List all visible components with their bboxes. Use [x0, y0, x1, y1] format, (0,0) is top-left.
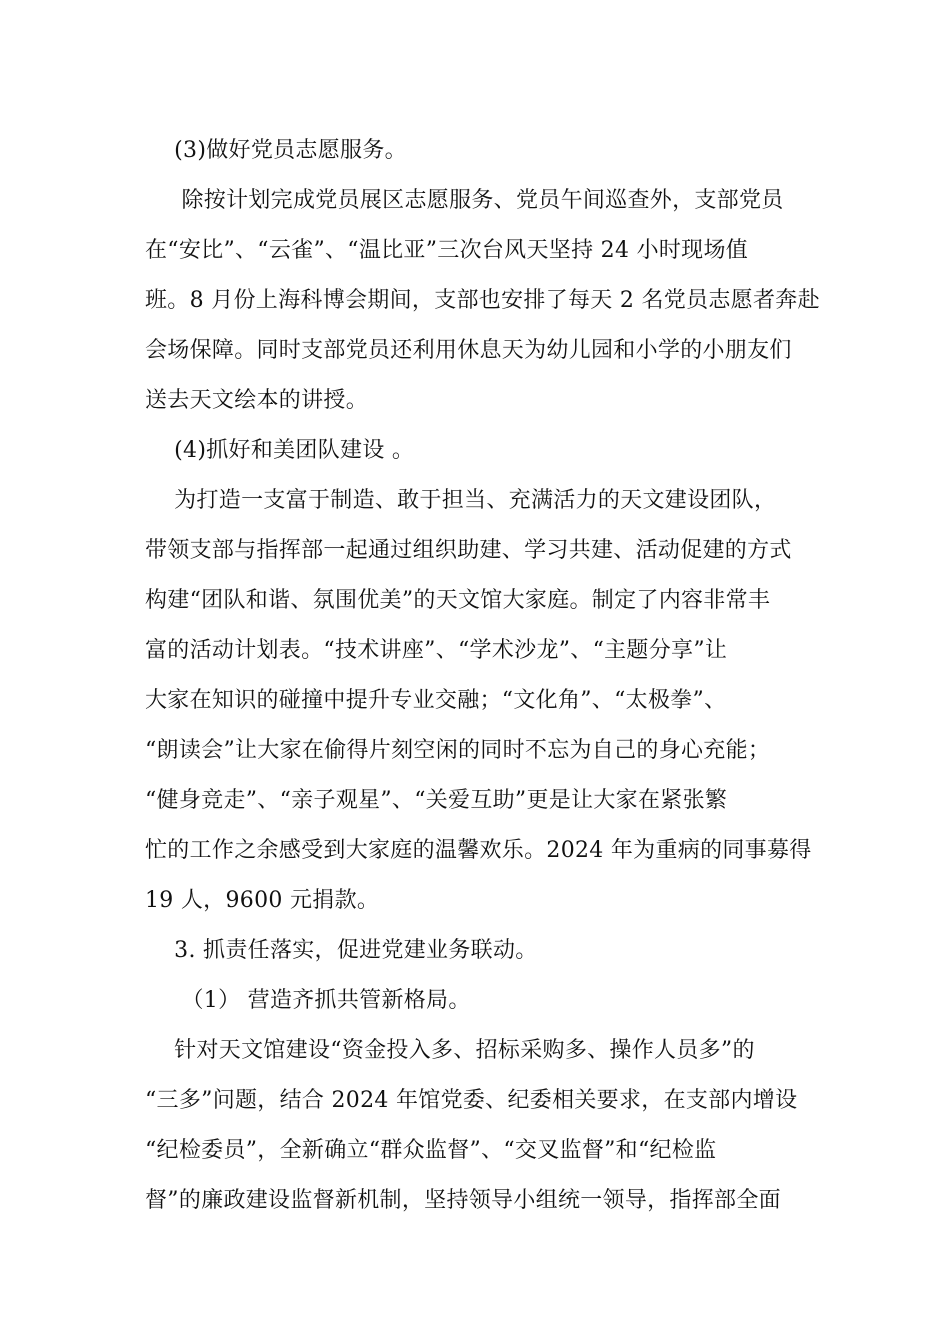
paragraph-line: 构建“团队和谐、氛围优美”的天文馆大家庭。制定了内容非常丰: [145, 588, 771, 613]
paragraph-line: 班。8 月份上海科博会期间，支部也安排了每天 2 名党员志愿者奔赴: [145, 288, 820, 313]
paragraph-line: 19 人，9600 元捐款。: [145, 888, 380, 913]
paragraph-line: 带领支部与指挥部一起通过组织助建、学习共建、活动促建的方式: [145, 538, 792, 563]
paragraph-line: 除按计划完成党员展区志愿服务、党员午间巡查外，支部党员: [145, 188, 784, 213]
subheading-4: (4)抓好和美团队建设 。: [145, 438, 415, 463]
section-heading-3: 3. 抓责任落实，促进党建业务联动。: [145, 938, 538, 963]
paragraph-line: 督”的廉政建设监督新机制，坚持领导小组统一领导，指挥部全面: [145, 1188, 781, 1213]
paragraph-line: 在“安比”、“云雀”、“温比亚”三次台风天坚持 24 小时现场值: [145, 238, 749, 263]
paragraph-line: “朗读会”让大家在偷得片刻空闲的同时不忘为自己的身心充能；: [145, 738, 771, 763]
paragraph-line: 忙的工作之余感受到大家庭的温馨欢乐。2024 年为重病的同事募得: [145, 838, 812, 863]
subheading-1: （1） 营造齐抓共管新格局。: [145, 988, 471, 1013]
paragraph-line: “健身竞走”、“亲子观星”、“关爱互助”更是让大家在紧张繁: [145, 788, 728, 813]
paragraph-line: 富的活动计划表。“技术讲座”、“学术沙龙”、“主题分享”让: [145, 638, 728, 663]
paragraph-line: 会场保障。同时支部党员还利用休息天为幼儿园和小学的小朋友们: [145, 338, 792, 363]
paragraph-line: 为打造一支富于制造、敢于担当、充满活力的天文建设团队，: [145, 488, 777, 513]
subheading-3: (3)做好党员志愿服务。: [145, 138, 407, 163]
paragraph-line: 大家在知识的碰撞中提升专业交融；“文化角”、“太极拳”、: [145, 688, 727, 713]
paragraph-line: 针对天文馆建设“资金投入多、招标采购多、操作人员多”的: [145, 1038, 755, 1063]
paragraph-line: “纪检委员”，全新确立“群众监督”、“交叉监督”和“纪检监: [145, 1138, 717, 1163]
paragraph-line: “三多”问题，结合 2024 年馆党委、纪委相关要求，在支部内增设: [145, 1088, 798, 1113]
paragraph-line: 送去天文绘本的讲授。: [145, 388, 369, 413]
